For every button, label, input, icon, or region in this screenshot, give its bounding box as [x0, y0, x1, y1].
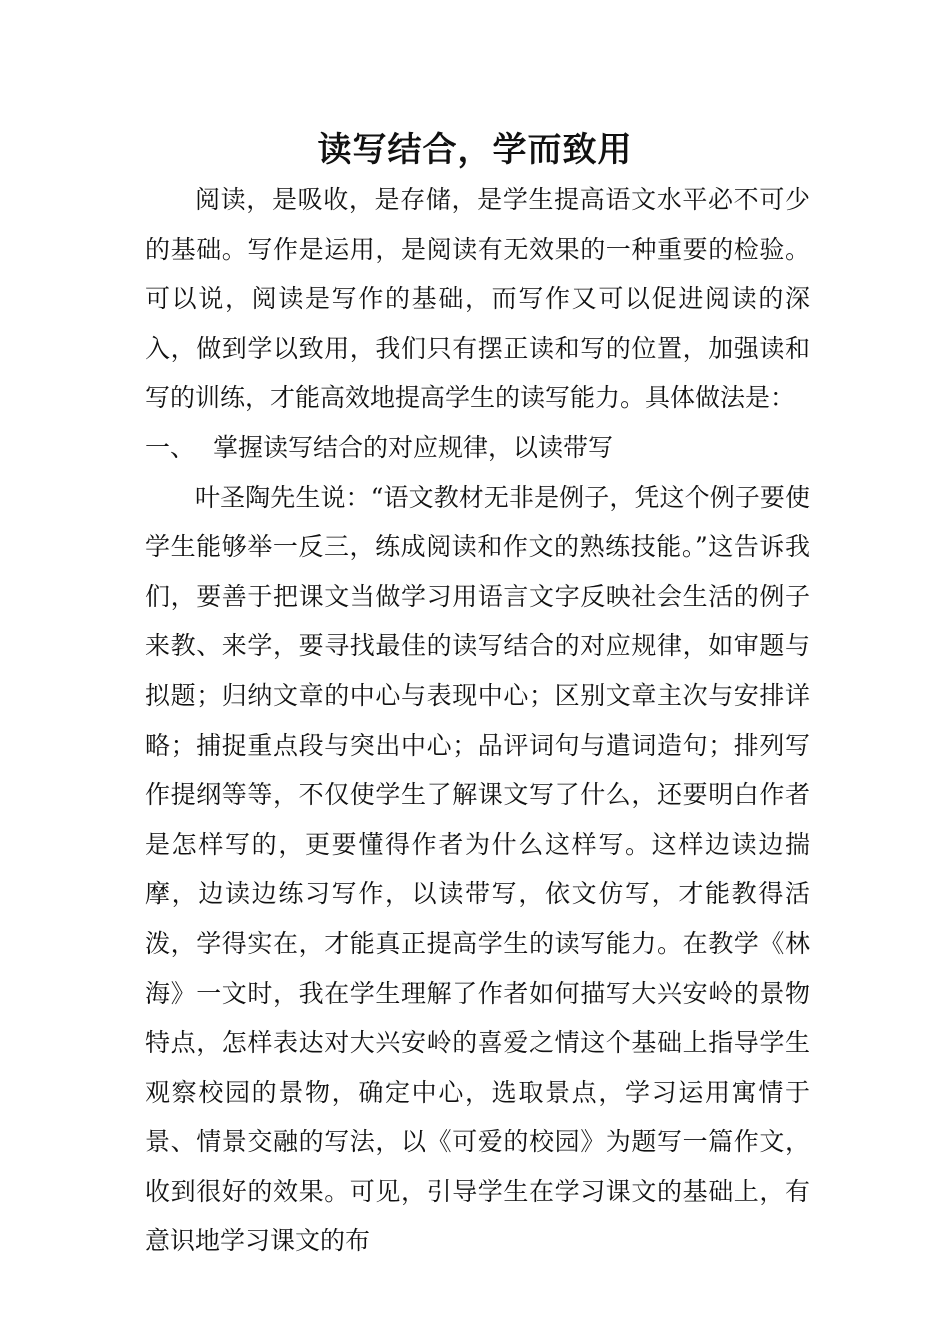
intro-paragraph: 阅读，是吸收，是存储，是学生提高语文水平必不可少的基础。写作是运用，是阅读有无效果的一种重要的检验。可以说，阅读是写作的基础，而写作又可以促进阅读的深入，做到学以致用，我们只有摆正读和写的位置，加强读和写的训练，才能高效地提高学生的读写能力。具体做法是： — [145, 185, 810, 413]
section-heading-number: 一、 — [145, 432, 196, 462]
document-title: 读写结合，学而致用 — [317, 130, 633, 170]
section-paragraph: 叶圣陶先生说：“语文教材无非是例子，凭这个例子要使学生能够举一反三，练成阅读和作文的熟练技能。”这告诉我们，要善于把课文当做学习用语言文字反映社会生活的例子来教、来学，要寻找最佳的读写结合的对应规律，如审题与拟题；归纳文章的中心与表现中心；区别文章主次与安排详略；捕捉重点段与突出中心；品评词句与遣词造句；排列写作提纲等等，不仅使学生了解课文写了什么，还要明白作者是怎样写的，更要懂得作者为什么这样写。这样边读边揣摩，边读边练习写作，以读带写，依文仿写，才能教得活泼，学得实在，才能真正提高学生的读写能力。在教学《林海》一文时，我在学生理解了作者如何描写大兴安岭的景物特点，怎样表达对大兴安岭的喜爱之情这个基础上指导学生观察校园的景物，确定中心，选取景点，学习运用寓情于景、情景交融的写法，以《可爱的校园》为题写一篇作文，收到很好的效果。可见，引导学生在学习课文的基础上，有意识地学习课文的布 — [145, 482, 810, 1256]
section-heading-text: 掌握读写结合的对应规律，以读带写 — [213, 432, 614, 462]
document-body — [145, 175, 810, 1266]
section-heading — [145, 423, 810, 473]
